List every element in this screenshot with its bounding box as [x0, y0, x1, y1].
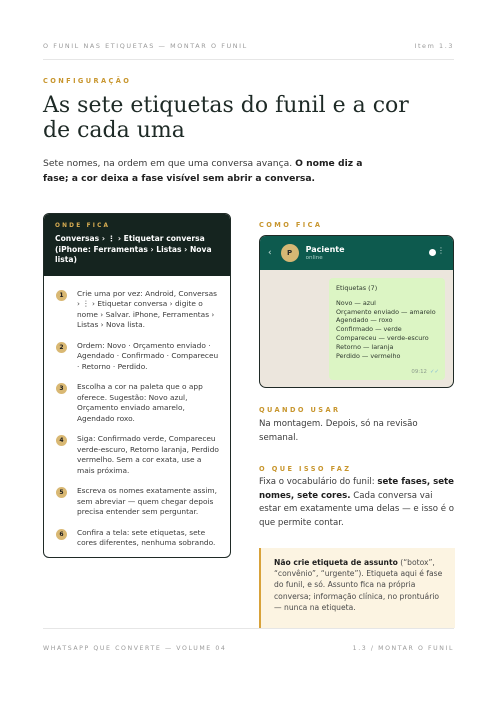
label-line: Compareceu — verde-escuro [336, 333, 429, 342]
warning-title: Não crie etiqueta de assunto [274, 558, 398, 567]
contact-name: Paciente [305, 245, 345, 254]
lede-emphasis: O nome diz a fase; a cor deixa a fase visível sem abrir a conversa. [43, 158, 363, 184]
bubble-title: Etiquetas (7) [336, 284, 378, 292]
running-title: O FUNIL NAS ETIQUETAS — MONTAR O FUNIL [43, 42, 248, 50]
read-ticks-icon: ✓✓ [429, 369, 439, 375]
effect-text-1: Fixa o vocabulário do funil: [259, 477, 378, 487]
footer-divider [43, 628, 454, 629]
footer-left: WHATSAPP QUE CONVERTE — VOLUME 04 [43, 645, 227, 652]
step-number-badge: 3 [56, 383, 67, 394]
step-number-badge: 1 [56, 290, 67, 301]
label-line: Confirmado — verde [336, 325, 402, 334]
label-line: Agendado — roxo [336, 316, 393, 325]
header-divider [43, 59, 454, 60]
where-card-kicker: ONDE FICA [55, 223, 111, 229]
o-que-isso-faz-kicker: O QUE ISSO FAZ [259, 465, 352, 473]
where-card [43, 213, 231, 558]
step-text: Confira a tela: sete etiquetas, sete cores diferentes, nenhuma sobrando. [77, 527, 216, 547]
more-options-icon[interactable]: ⋮ [437, 246, 445, 255]
step-item [56, 382, 220, 424]
step-text: Siga: Confirmado verde, Compareceu verde-escuro, Retorno laranja, Perdido vermelho. Sem a cor exata, use a mais próxima. [77, 434, 219, 475]
running-header [43, 42, 454, 50]
page-title: As sete etiquetas do funil e a cor de cada uma [43, 93, 409, 143]
step-number-badge: 4 [56, 435, 67, 446]
quando-usar-text: Na montagem. Depois, só na revisão semanal. [259, 419, 418, 443]
contact-status: online [305, 255, 323, 261]
step-item [56, 434, 220, 476]
label-line: Perdido — vermelho [336, 351, 401, 360]
step-item [56, 341, 220, 373]
steps-list [44, 276, 230, 549]
quando-usar-kicker: QUANDO USAR [259, 406, 341, 414]
where-card-header [44, 214, 230, 276]
step-text: Crie uma por vez: Android, Conversas › ⋮ › Etiquetar conversa › digite o nome › Salvar. iPhone, Ferramentas › Listas › Nova lista. [77, 288, 217, 329]
message-bubble [329, 278, 445, 380]
label-line: Novo — azul [336, 298, 376, 307]
step-number-badge: 2 [56, 342, 67, 353]
step-number-badge: 6 [56, 529, 67, 540]
warning-text: (“botox”, “convênio”, “urgente”). Etiqueta aqui é fase do funil, e só. Assunto fica na própria conversa; informação clínica, no prontuário — nunca na etiqueta. [274, 558, 443, 612]
o-que-isso-faz-text [259, 476, 457, 530]
effect-text-2: Cada conversa vai estar em exatamente uma delas — e isso é o que permite contar. [259, 490, 455, 528]
footer-right: 1.3 / MONTAR O FUNIL [352, 645, 454, 652]
lede [43, 156, 373, 186]
message-meta [411, 369, 439, 375]
avatar: P [281, 244, 299, 262]
warning-callout [259, 548, 455, 628]
item-number: Item 1.3 [414, 42, 454, 50]
message-time: 09:12 [411, 369, 427, 375]
section-kicker: CONFIGURAÇÃO [43, 77, 132, 85]
lede-text: Sete nomes, na ordem em que uma conversa avança. [43, 158, 296, 169]
step-text: Escreva os nomes exatamente assim, sem abreviar — quem chegar depois precisa entender sem perguntar. [77, 486, 217, 516]
phone-mockup [259, 235, 454, 388]
step-item [56, 528, 220, 549]
effect-emphasis: sete fases, sete nomes, sete cores. [259, 477, 454, 501]
como-fica-kicker: COMO FICA [259, 221, 323, 229]
step-text: Escolha a cor na paleta que o app oferece. Sugestão: Novo azul, Orçamento enviado amarelo, Agendado roxo. [77, 382, 203, 423]
chat-header [260, 236, 453, 270]
back-arrow-icon[interactable]: ‹ [268, 248, 272, 258]
label-line: Retorno — laranja [336, 342, 394, 351]
label-line: Orçamento enviado — amarelo [336, 307, 436, 316]
menu-path: Conversas › ⋮ › Etiquetar conversa (iPhone: Ferramentas › Listas › Nova lista) [55, 234, 212, 264]
step-number-badge: 5 [56, 487, 67, 498]
contact-info [306, 245, 345, 261]
status-dot-icon [429, 249, 436, 256]
step-item [56, 486, 220, 518]
running-footer [43, 645, 454, 652]
step-text: Ordem: Novo · Orçamento enviado · Agendado · Confirmado · Compareceu · Retorno · Perdido. [77, 340, 219, 371]
step-item [56, 289, 220, 331]
